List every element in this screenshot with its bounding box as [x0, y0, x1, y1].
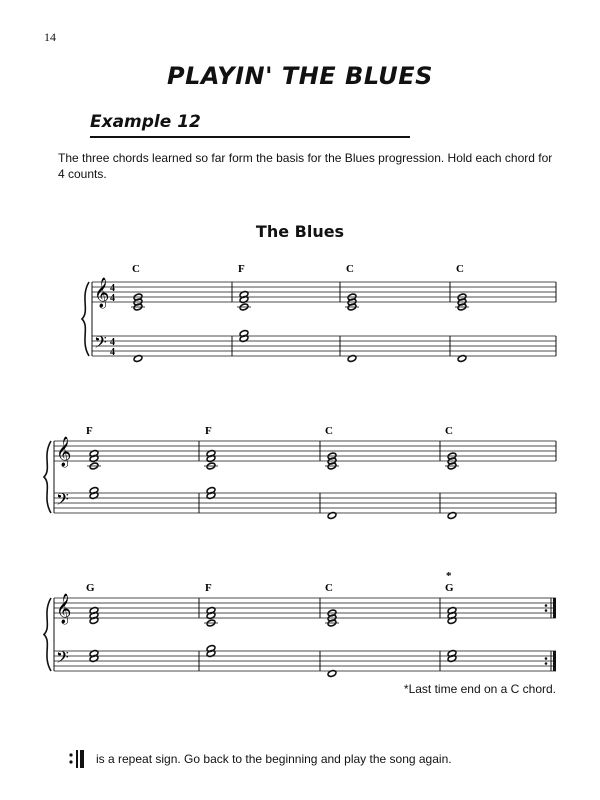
repeat-dot	[545, 662, 548, 665]
song-title: The Blues	[255, 222, 345, 241]
chord-label: C	[132, 263, 140, 275]
asterisk-mark: *	[446, 570, 452, 582]
chord-label: F	[86, 425, 93, 437]
final-barline	[553, 598, 556, 618]
intro-paragraph: The three chords learned so far form the basis for the Blues progression. Hold each chord for 4 counts.	[58, 151, 553, 181]
chord-label: C	[456, 263, 464, 275]
treble-clef: 𝄞	[56, 594, 72, 624]
repeat-dot	[545, 609, 548, 612]
repeat-dot	[545, 604, 548, 607]
repeat-sign-explanation	[66, 748, 452, 770]
chord-label: C	[325, 425, 333, 437]
page-title: PLAYIN' THE BLUES	[167, 62, 433, 90]
time-signature: 4	[110, 347, 115, 358]
repeat-dot	[545, 657, 548, 660]
footnote: *Last time end on a C chord.	[403, 682, 556, 696]
chord-label: F	[238, 263, 245, 275]
time-signature: 4	[110, 337, 115, 348]
final-barline	[553, 651, 556, 671]
brace	[44, 441, 51, 513]
treble-clef: 𝄞	[56, 437, 72, 467]
chord-label: F	[205, 425, 212, 437]
brace	[82, 282, 89, 356]
chord-label: C	[325, 582, 333, 594]
chord-label: C	[346, 263, 354, 275]
chord-label: C	[445, 425, 453, 437]
brace	[44, 598, 51, 671]
example-heading: Example 12	[90, 112, 201, 132]
repeat-sign-icon	[66, 748, 92, 770]
chord-label: G	[86, 582, 95, 594]
time-signature: 4	[110, 283, 115, 294]
time-signature: 4	[110, 293, 115, 304]
chord-label: F	[205, 582, 212, 594]
bass-clef: 𝄢	[94, 332, 107, 356]
bass-clef: 𝄢	[56, 489, 69, 513]
treble-clef: 𝄞	[94, 278, 110, 308]
page-number: 14	[44, 30, 56, 44]
bass-clef: 𝄢	[56, 647, 69, 671]
chord-label: G	[445, 582, 454, 594]
repeat-note-text: is a repeat sign. Go back to the beginning and play the song again.	[96, 752, 452, 766]
